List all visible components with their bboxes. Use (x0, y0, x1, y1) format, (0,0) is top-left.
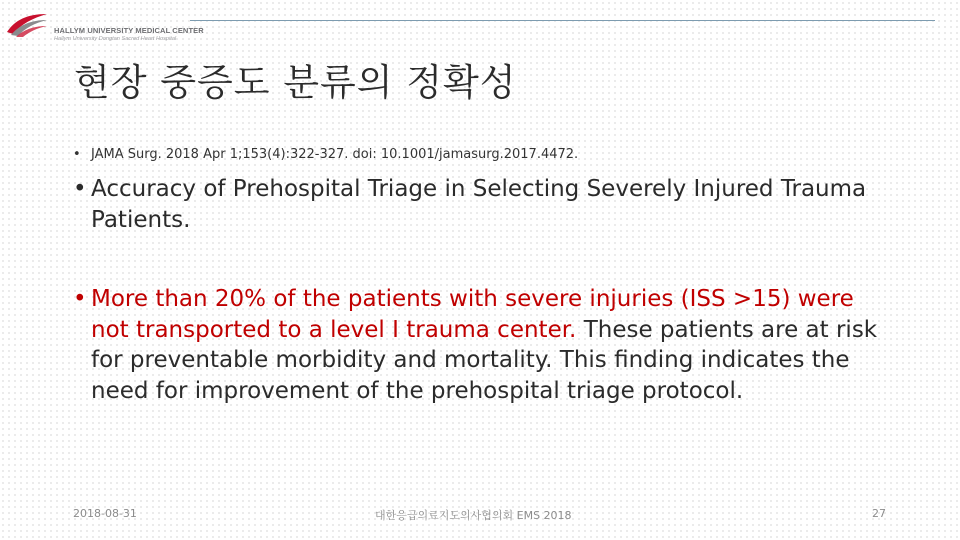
hospital-logo (5, 6, 205, 42)
finding-rest-text: These patients are at risk for preventable morbidity and mortality. This finding indicates the need for improvement of the prehospital triage protocol. (91, 316, 878, 404)
logo-title: HALLYM UNIVERSITY MEDICAL CENTER (54, 26, 204, 35)
bullet-dot: • (73, 176, 87, 202)
finding-highlight-text: More than 20% of the patients with severe injuries (ISS >15) were not transported to a level I trauma center. (91, 286, 854, 343)
header-divider (190, 20, 935, 21)
bullet-dot: • (73, 286, 87, 312)
slide-title: 현장 중증도 분류의 정확성 (74, 61, 517, 104)
footer-date: 2018-08-31 (73, 507, 137, 520)
citation-text: JAMA Surg. 2018 Apr 1;153(4):322-327. doi: 10.1001/jamasurg.2017.4472. (91, 147, 579, 162)
study-title-text: Accuracy of Prehospital Triage in Selecting Severely Injured Trauma Patients. (91, 176, 867, 233)
finding-bullet (73, 284, 891, 406)
bullet-dot: • (73, 147, 81, 162)
logo-subtitle: Hallym University Dongtan Sacred Heart Hospital (54, 36, 177, 42)
study-title-bullet (73, 174, 891, 235)
citation-bullet (73, 147, 578, 162)
slide-number: 27 (872, 507, 886, 520)
hallym-swoosh-icon (5, 10, 49, 38)
footer-organization: 대한응급의료지도의사협의회 EMS 2018 (375, 509, 572, 522)
